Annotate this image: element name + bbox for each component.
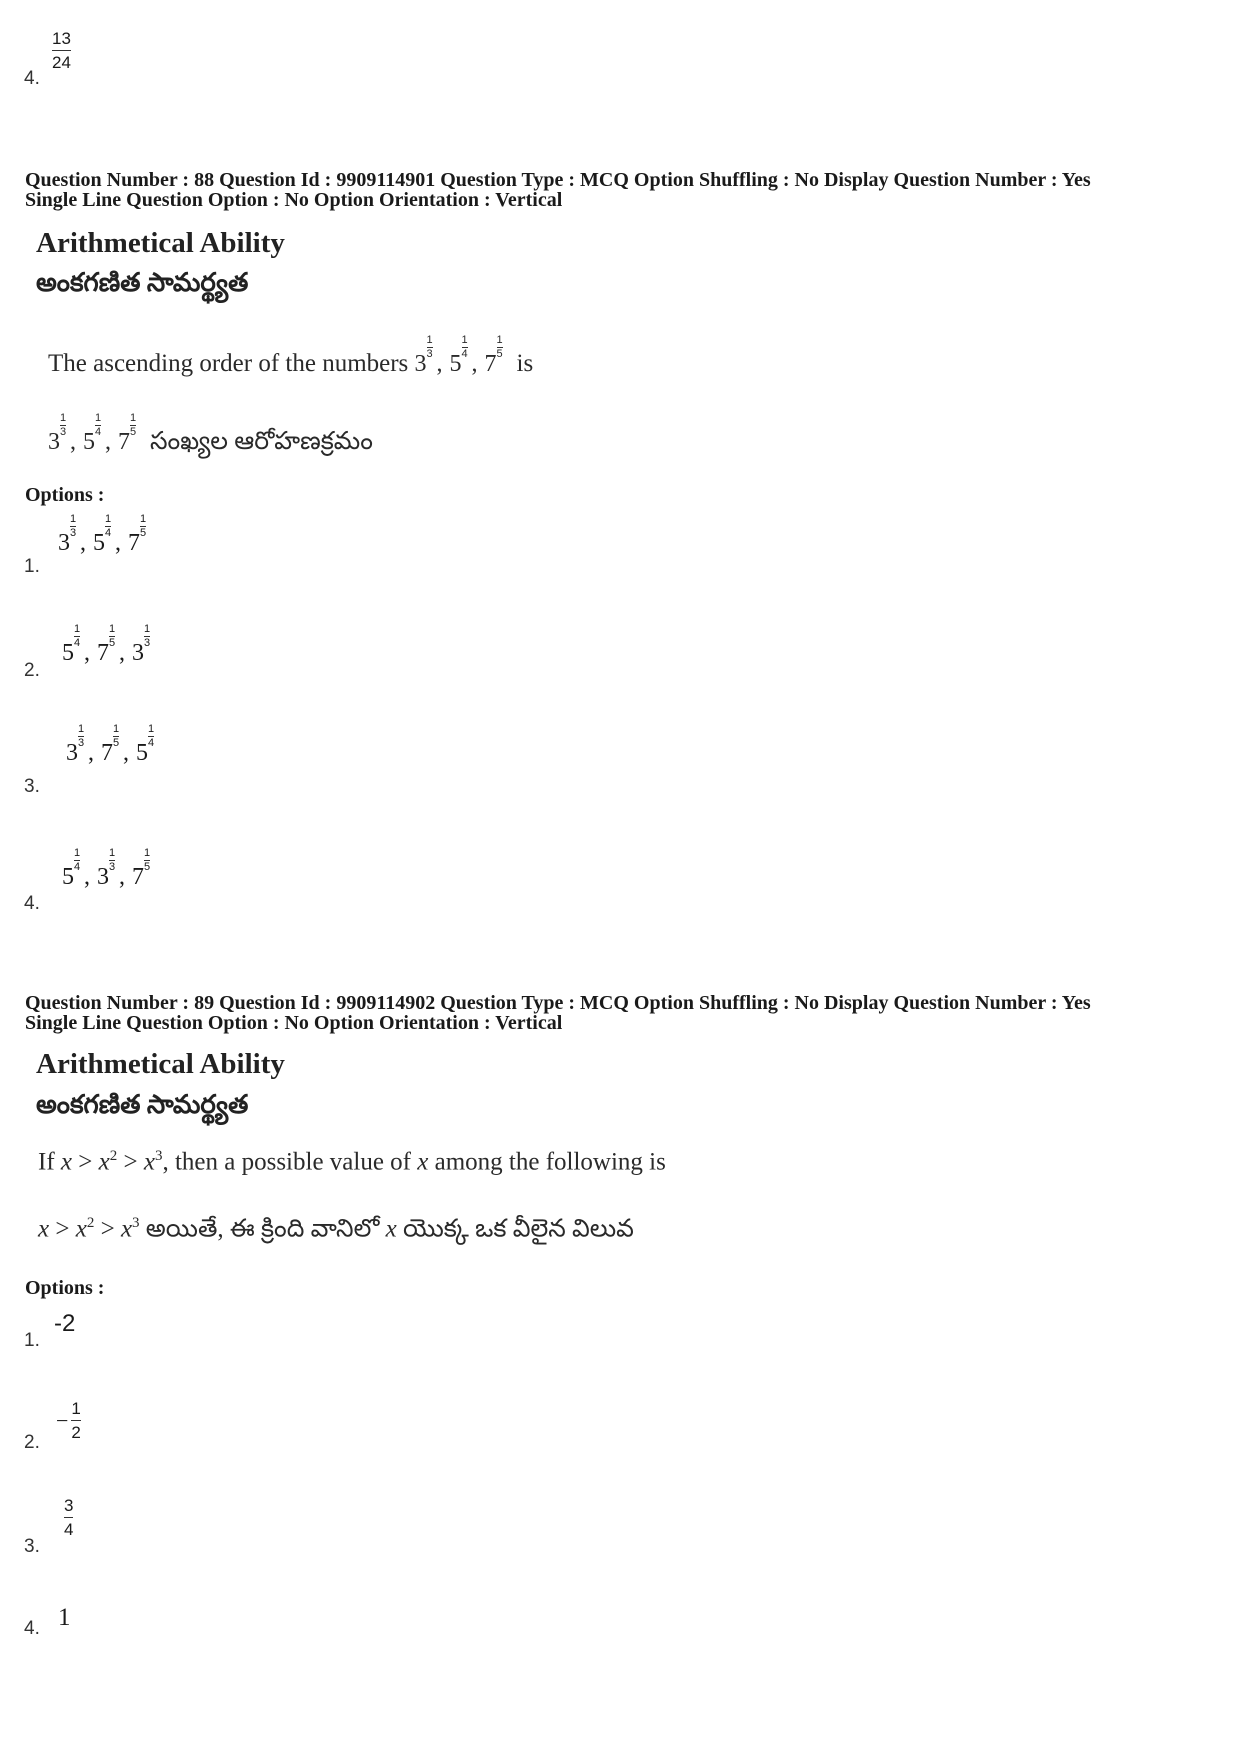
q88-option-1[interactable]: 3 1 3 , 5 1 4 , 7 1 5 <box>58 513 147 556</box>
mixed-7: 7 1 5 <box>484 334 503 377</box>
mixed-3: 3 1 3 <box>414 334 433 377</box>
prev-option-4-fraction: $\frac{13}{24}$ <box>52 29 71 72</box>
mixed-5: 5 1 4 <box>449 334 468 377</box>
q89-option-3-number: 3. <box>24 1536 40 1557</box>
q88-option-4-number: 4. <box>24 893 40 914</box>
q88-option-1-number: 1. <box>24 556 40 577</box>
q88-option-2[interactable]: 5 1 4 , 7 1 5 , 3 1 3 <box>62 623 151 666</box>
q88-option-3-number: 3. <box>24 776 40 797</box>
q88-question-numbers: 3 1 3 , 5 1 4 , 7 1 5 <box>414 334 503 377</box>
q88-option-2-number: 2. <box>24 660 40 681</box>
q89-question-en: If $x > x^2 > x^3$, then a possible value of x among the following is <box>38 1148 666 1176</box>
q89-option-1-number: 1. <box>24 1330 40 1351</box>
q88-question-en-suffix: is <box>516 350 534 377</box>
q89-subject-en: Arithmetical Ability <box>36 1048 285 1080</box>
q88-question-te-suffix: సంఖ్యల ఆరోహణక్రమం <box>150 428 373 455</box>
q89-options-label: Options : <box>25 1277 105 1299</box>
prev-option-4-number: 4. <box>24 68 40 89</box>
q88-meta-line1: Question Number : 88 Question Id : 9909114901 Question Type : MCQ Option Shuffling : No Display Question Number : Yes <box>25 169 1091 191</box>
q89-option-2[interactable]: − $\frac{1}{2}$ <box>56 1399 81 1442</box>
q89-option-2-number: 2. <box>24 1432 40 1453</box>
q88-subject-en: Arithmetical Ability <box>36 227 285 259</box>
q89-meta-line1: Question Number : 89 Question Id : 9909114902 Question Type : MCQ Option Shuffling : No Display Question Number : Yes <box>25 992 1091 1014</box>
q88-options-label: Options : <box>25 484 105 506</box>
q89-question-te: $x > x^2 > x^3$ అయితే, ఈ క్రింది వానిలో x యొక్క ఒక వీలైన విలువ <box>38 1215 634 1243</box>
q89-meta-line2: Single Line Question Option : No Option Orientation : Vertical <box>25 1012 563 1034</box>
q89-option-4[interactable]: 1 <box>58 1604 71 1631</box>
q89-option-1[interactable]: -2 <box>54 1310 76 1337</box>
q89-subject-te: అంకగణిత సామర్థ్యత <box>36 1090 249 1119</box>
q88-option-4[interactable]: 5 1 4 , 3 1 3 , 7 1 5 <box>62 847 151 890</box>
q88-question-te <box>48 412 373 462</box>
q88-question-en <box>48 334 534 378</box>
q88-meta-line2: Single Line Question Option : No Option Orientation : Vertical <box>25 189 563 211</box>
q88-question-en-prefix: The ascending order of the numbers <box>48 350 409 377</box>
q88-option-3[interactable]: 3 1 3 , 7 1 5 , 5 1 4 <box>66 723 155 766</box>
q88-question-te-numbers: 3 1 3 , 5 1 4 , 7 1 5 <box>48 412 137 455</box>
q88-subject-te: అంకగణిత సామర్థ్యత <box>36 268 249 297</box>
q89-option-3[interactable]: $\frac{3}{4}$ <box>64 1496 74 1539</box>
q89-option-4-number: 4. <box>24 1618 40 1639</box>
